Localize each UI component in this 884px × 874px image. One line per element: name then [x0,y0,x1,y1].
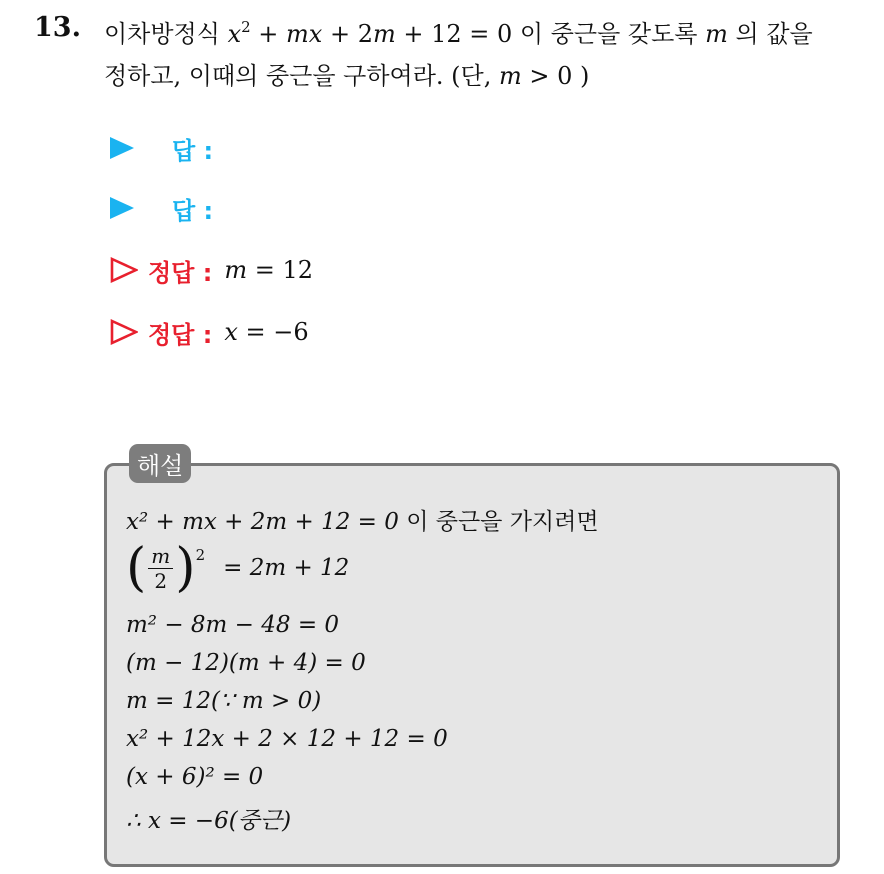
condition-m: m [498,62,522,90]
correct-answer-label: 정답 : [148,320,213,349]
answer-blank-2[interactable] [110,191,213,225]
solution-line-1-expr: x² + mx + 2m + 12 = 0 [126,509,399,535]
solution-line-2-rhs: = 2m + 12 [223,555,350,581]
correct-answer-2 [110,315,309,349]
solution-line-1 [126,503,599,536]
question-line2-lead: 정하고, 이때의 중근을 구하여라. (단, [104,62,492,90]
answer-blank-1[interactable] [110,131,213,165]
solution-line-2 [126,538,350,598]
question-middle: 이 중근을 갖도록 [519,20,698,48]
equation-power: 2 [241,18,251,36]
fraction [148,544,173,593]
question-tail: 의 값을 [735,20,813,48]
question-lead: 이차방정식 [104,20,220,48]
equation-part-a: + [250,20,287,48]
condition-rest: > 0 ) [521,62,590,90]
solution-line-7: (x + 6)² = 0 [126,764,264,790]
question-var-m: m [705,20,728,48]
solution-line-5: m = 12(∵ m > 0) [126,688,322,714]
right-paren: ) [175,538,196,598]
correct-answer-1 [110,253,313,287]
solution-line-8: ∴ x = −6(중근) [126,808,292,834]
solution-line-6: x² + 12x + 2 × 12 + 12 = 0 [126,726,448,752]
solution-line-3: m² − 8m − 48 = 0 [126,612,340,638]
fraction-denominator: 2 [154,568,168,593]
equation-x: x [227,20,242,48]
equation-part-c: + 12 = 0 [395,20,513,48]
filled-triangle-icon [110,137,134,159]
fraction-numerator: m [148,544,173,569]
correct-answer-value: m = 12 [224,256,313,284]
solution-tab: 해설 [129,444,191,483]
question-number: 13. [34,12,81,43]
correct-answer-label: 정답 : [148,258,213,287]
correct-answer-value: x = −6 [224,318,309,346]
equation-part-b: + 2 [322,20,373,48]
solution-line-1-text: 이 중근을 가지려면 [398,509,599,535]
solution-line-4: (m − 12)(m + 4) = 0 [126,650,366,676]
equation-mx: mx [286,20,323,48]
question-text-line-2 [104,56,589,91]
fraction-power: 2 [195,546,206,564]
outline-triangle-icon [110,319,138,345]
answer-blank-label: 답 : [172,136,214,165]
answer-blank-label: 답 : [172,196,214,225]
left-paren: ( [126,538,147,598]
equation-m: m [372,20,396,48]
filled-triangle-icon [110,197,134,219]
outline-triangle-icon [110,257,138,283]
question-text-line-1 [104,14,813,49]
